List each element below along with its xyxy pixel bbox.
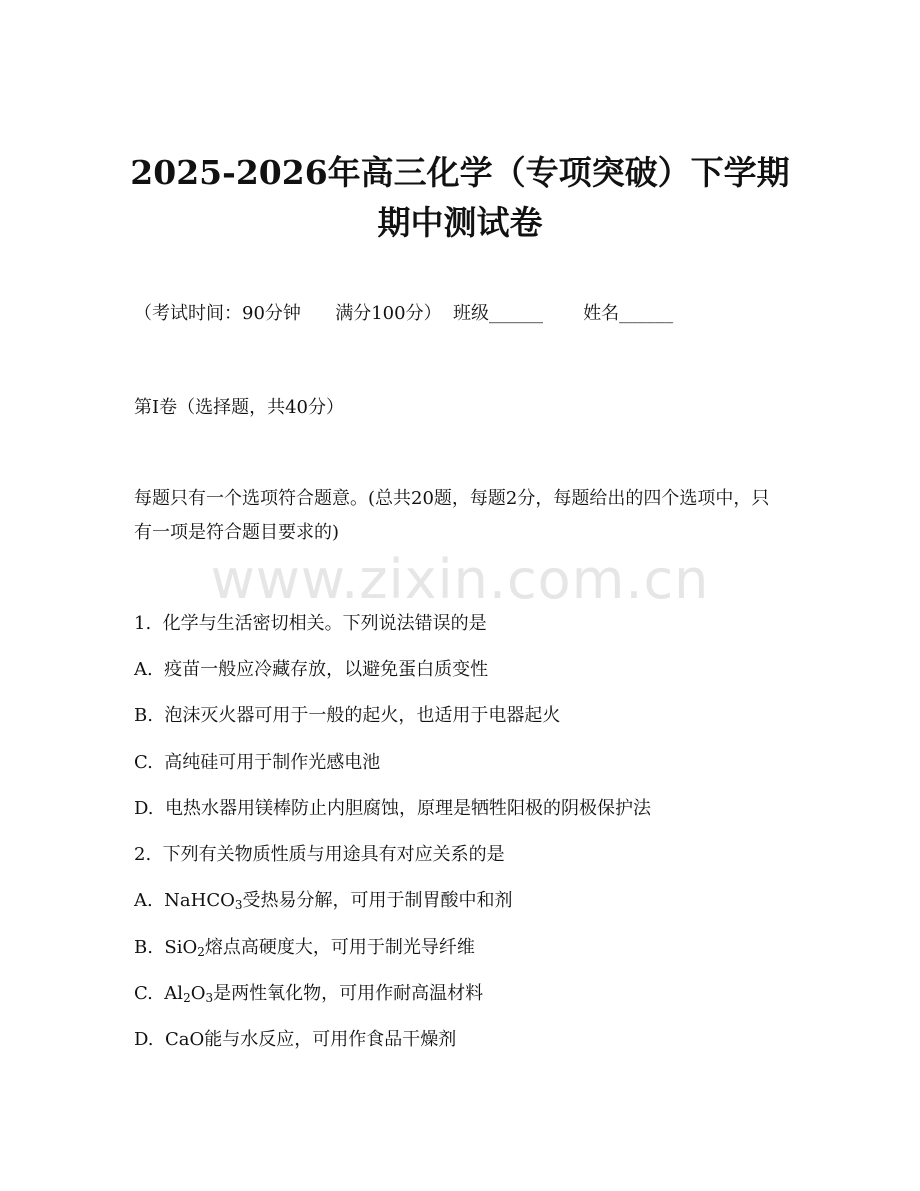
question-1-option-c: C. 高纯硅可用于制作光感电池 xyxy=(134,752,381,773)
page-title-line-1: 2025-2026年高三化学（专项突破）下学期 xyxy=(130,153,790,192)
question-2-option-d: D. CaO能与水反应，可用作食品干燥剂 xyxy=(134,1029,457,1050)
option-b-text: 熔点高硬度大，可用于制光导纤维 xyxy=(204,937,475,958)
instructions: 每题只有一个选项符合题意。(总共20题，每题2分，每题给出的四个选项中，只有一项是符合题目要求的) xyxy=(134,488,770,543)
page-title-line-2: 期中测试卷 xyxy=(377,203,543,242)
option-c-text: 是两性氧化物，可用作耐高温材料 xyxy=(213,983,484,1004)
page-title xyxy=(80,148,840,248)
question-2-option-a xyxy=(134,889,513,917)
section-heading: 第I卷（选择题，共40分） xyxy=(134,397,345,418)
exam-info: （考试时间：90分钟 满分100分） 班级______ 姓名______ xyxy=(134,303,674,324)
question-1-stem: 1. 化学与生活密切相关。下列说法错误的是 xyxy=(134,613,487,634)
option-a-text: 受热易分解，可用于制胃酸中和剂 xyxy=(242,890,513,911)
option-b-subscript: 2 xyxy=(197,945,205,959)
question-1-option-b: B. 泡沫灭火器可用于一般的起火，也适用于电器起火 xyxy=(134,705,561,726)
option-c-formula-mid: O xyxy=(190,983,206,1004)
question-1-option-d: D. 电热水器用镁棒防止内胆腐蚀，原理是牺牲阳极的阴极保护法 xyxy=(134,798,651,819)
question-2-stem: 2. 下列有关物质性质与用途具有对应关系的是 xyxy=(134,844,505,865)
option-a-formula: A. NaHCO xyxy=(134,890,235,911)
question-2-option-b xyxy=(134,936,475,964)
option-c-subscript-2: 3 xyxy=(205,991,214,1005)
option-a-subscript: 3 xyxy=(234,898,243,912)
watermark: www.zixin.com.cn xyxy=(210,548,710,611)
option-b-formula: B. SiO xyxy=(134,937,198,958)
option-c-subscript-1: 2 xyxy=(183,991,191,1005)
question-2-option-c xyxy=(134,982,483,1010)
question-1-option-a: A. 疫苗一般应冷藏存放，以避免蛋白质变性 xyxy=(134,659,489,680)
option-c-formula: C. Al xyxy=(134,983,184,1004)
